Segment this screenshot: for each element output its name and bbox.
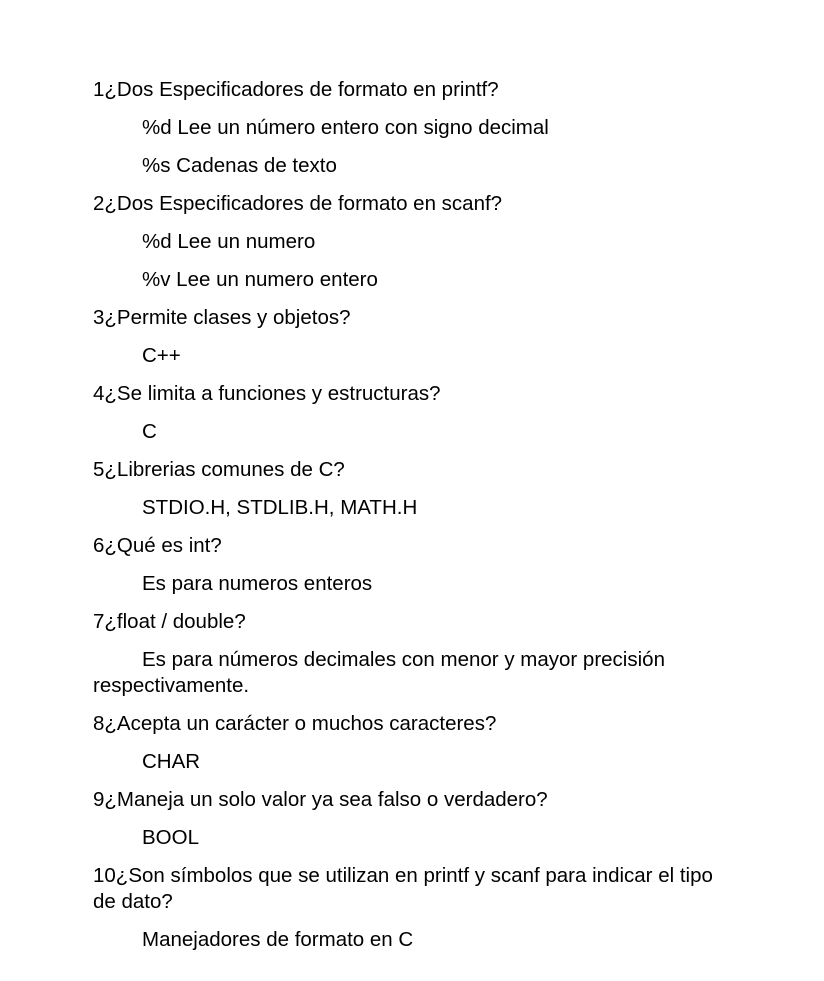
document-body	[93, 77, 733, 965]
answer-9-1: BOOL	[142, 826, 199, 849]
question-4: 4¿Se limita a funciones y estructuras?	[93, 382, 441, 405]
answer-10-1: Manejadores de formato en C	[142, 928, 414, 951]
question-7: 7¿float / double?	[93, 610, 246, 633]
answer-1-2: %s Cadenas de texto	[142, 154, 337, 177]
answer-2-2: %v Lee un numero entero	[142, 268, 378, 291]
question-5: 5¿Librerias comunes de C?	[93, 458, 345, 481]
question-9: 9¿Maneja un solo valor ya sea falso o verdadero?	[93, 788, 548, 811]
answer-3-1: C++	[142, 344, 181, 367]
answer-4-1: C	[142, 420, 157, 443]
question-1: 1¿Dos Especificadores de formato en printf?	[93, 78, 499, 101]
answer-8-1: CHAR	[142, 750, 201, 773]
question-3: 3¿Permite clases y objetos?	[93, 306, 351, 329]
answer-1-1: %d Lee un número entero con signo decimal	[142, 116, 549, 139]
answer-6-1: Es para numeros enteros	[142, 572, 373, 595]
question-6: 6¿Qué es int?	[93, 534, 222, 557]
question-2: 2¿Dos Especificadores de formato en scanf?	[93, 192, 503, 215]
question-10: 10¿Son símbolos que se utilizan en printf y scanf para indicar el tipo de dato?	[93, 864, 713, 913]
answer-7-1: Es para números decimales con menor y mayor precisión respectivamente.	[93, 648, 665, 697]
answer-2-1: %d Lee un numero	[142, 230, 316, 253]
answer-5-1: STDIO.H, STDLIB.H, MATH.H	[142, 496, 418, 519]
question-8: 8¿Acepta un carácter o muchos caracteres?	[93, 712, 497, 735]
